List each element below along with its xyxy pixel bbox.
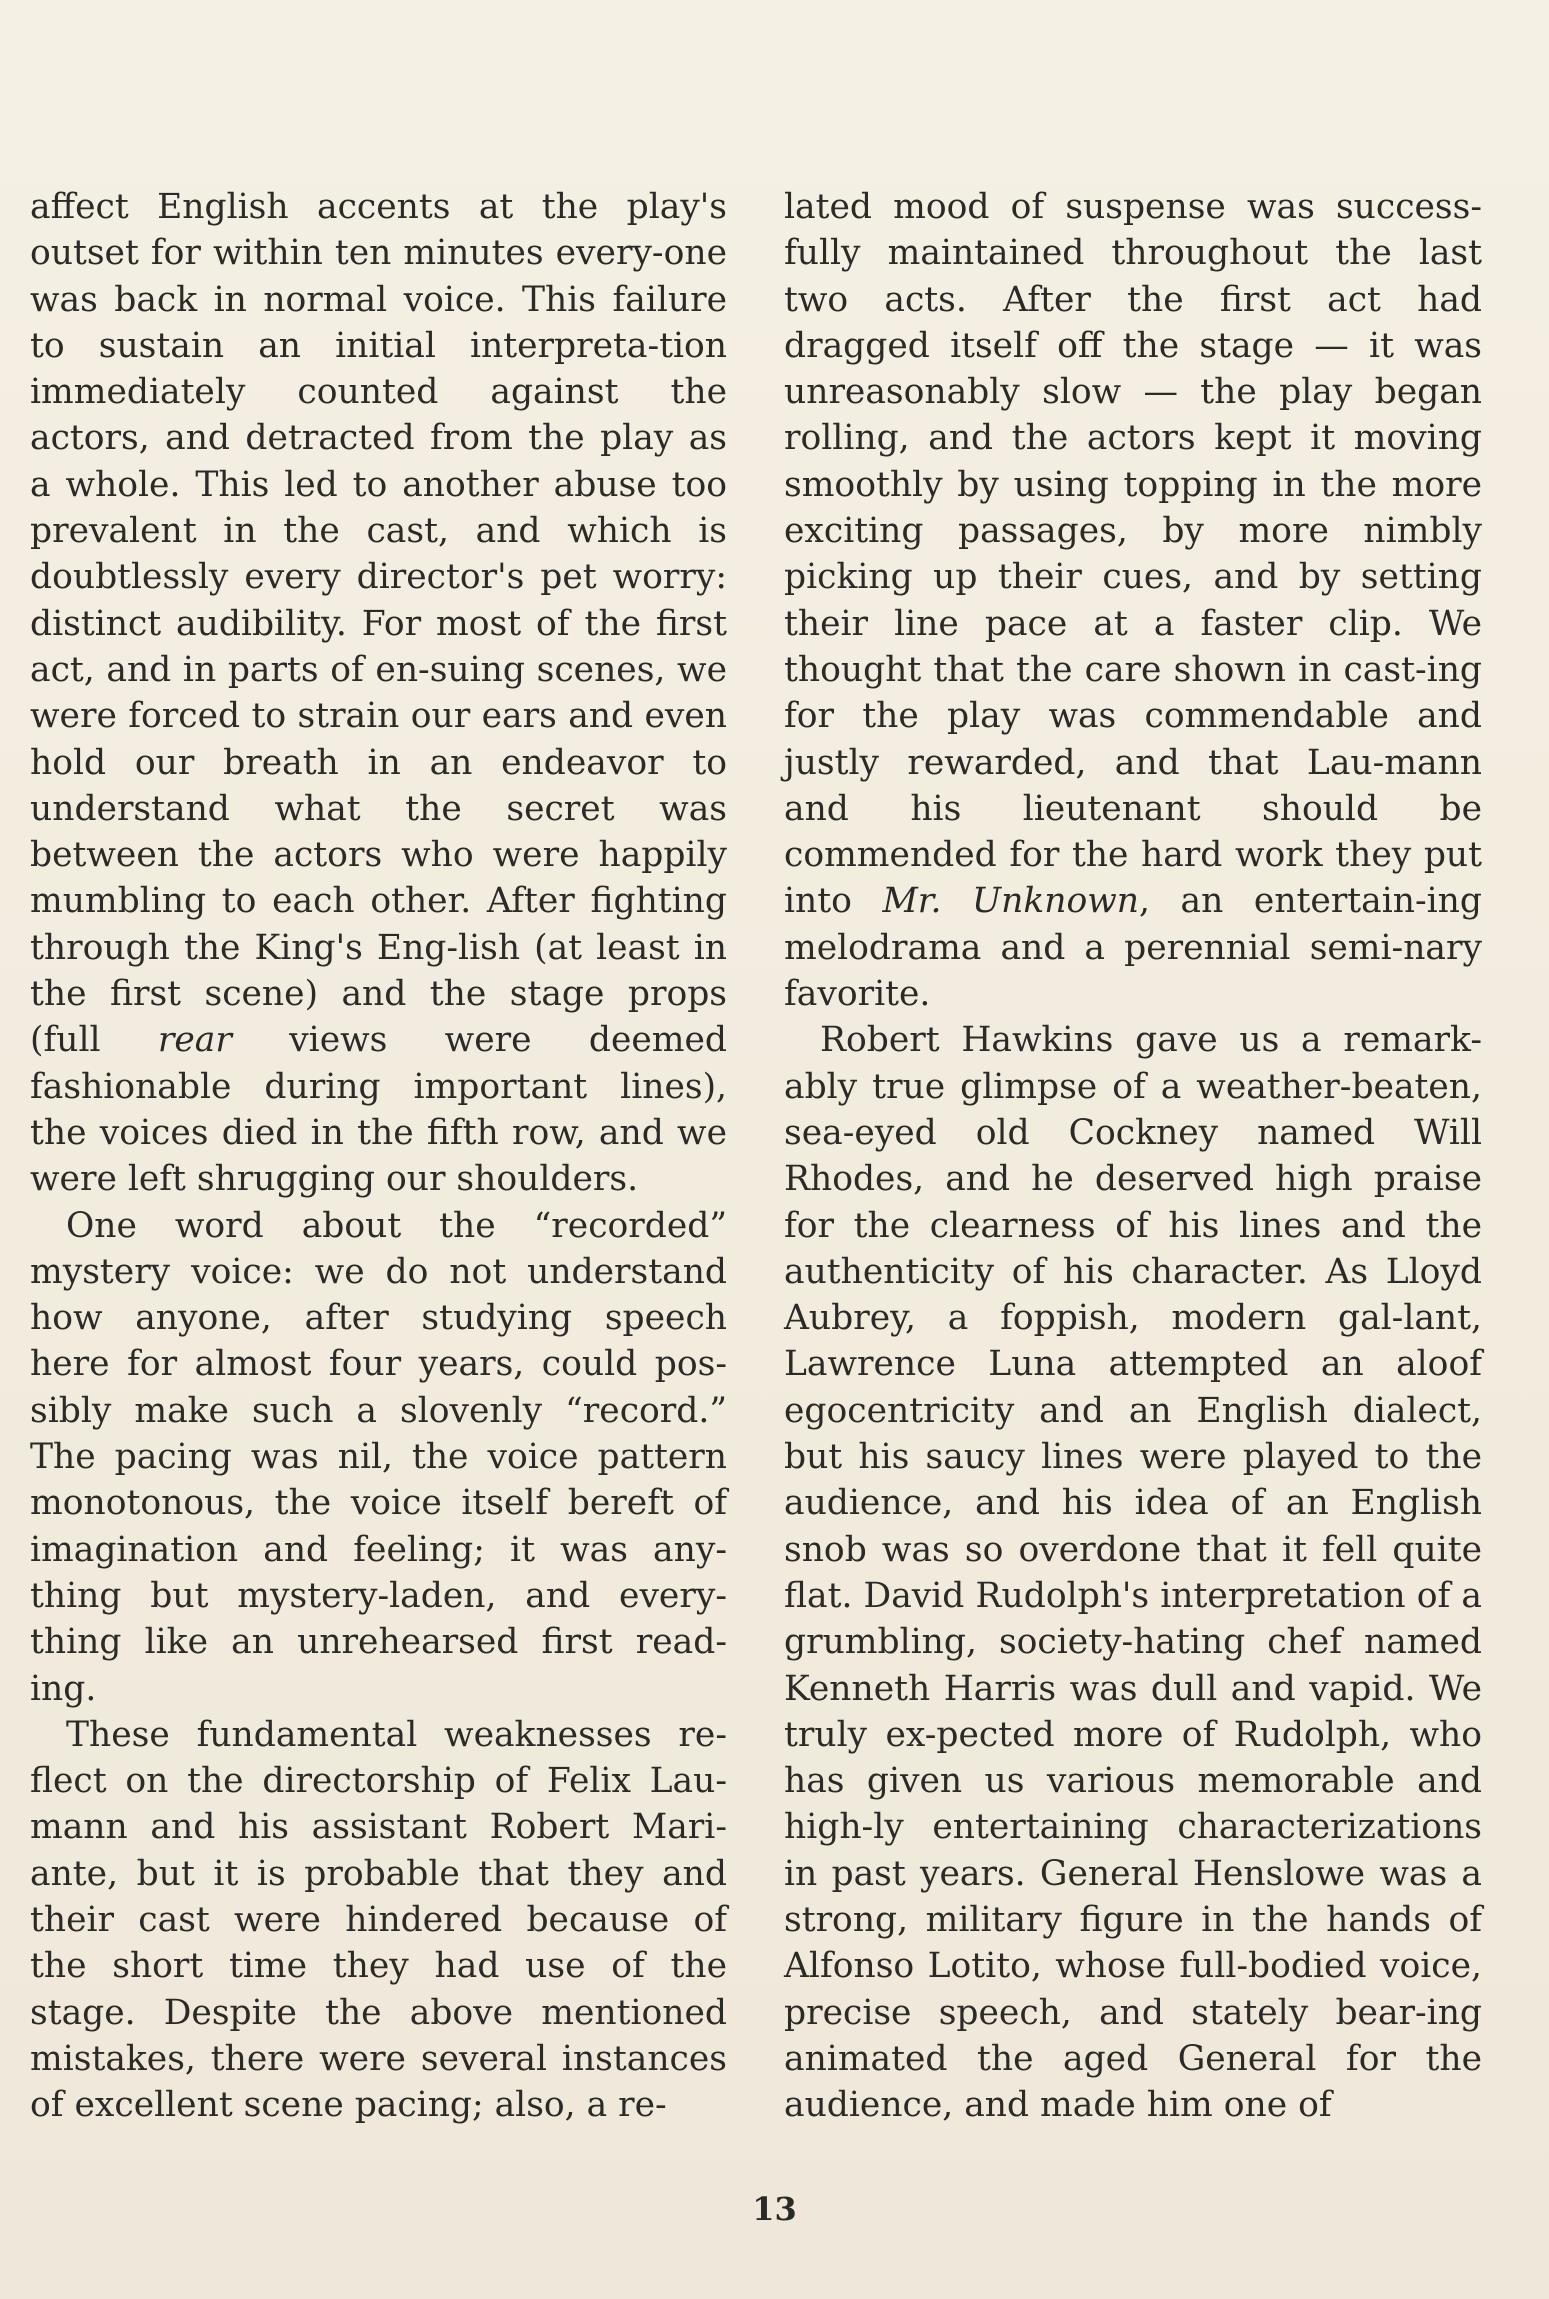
- right-column: [784, 184, 1482, 2128]
- left-column: [30, 184, 727, 2128]
- text-segment: These fundamental weaknesses re-flect on the directorship of Felix Lau-mann and his assistant Robert Mari-ante, but it is probable that they and their cast were hindered because of the short time they had use of the stage. Despite the above mentioned mistakes, there were several instances of excellent scene pacing; also, a re-: [30, 1714, 727, 2126]
- paragraph: [30, 1712, 727, 2129]
- paragraph: [30, 1203, 727, 1712]
- paragraph: [784, 1017, 1482, 2128]
- text-segment: affect English accents at the play's outset for within ten minutes every-one was back in normal voice. This failure to sustain an initial interpreta-tion immediately counted against the actors, and detracted from the play as a whole. This led to another abuse too prevalent in the cast, and which is doubtlessly every director's pet worry: distinct audibility. For most of the first act, and in parts of en-suing scenes, we were forced to strain our ears and even hold our breath in an endeavor to understand what the secret was between the actors who were happily mumbling to each other. After fighting through the King's Eng-lish (at least in the first scene) and the stage props (full: [30, 187, 727, 1061]
- paragraph: [784, 184, 1482, 1017]
- text-segment: One word about the “recorded” mystery voice: we do not understand how anyone, after studying speech here for almost four years, could pos-sibly make such a slovenly “record.” The pacing was nil, the voice pattern monotonous, the voice itself bereft of imagination and feeling; it was any-thing but mystery-laden, and every-thing like an unrehearsed first read-ing.: [30, 1205, 727, 1709]
- text-segment: Robert Hawkins gave us a remark-ably true glimpse of a weather-beaten, sea-eyed old Cockney named Will Rhodes, and he deserved high praise for the clearness of his lines and the authenticity of his character. As Lloyd Aubrey, a foppish, modern gal-lant, Lawrence Luna attempted an aloof egocentricity and an English dialect, but his saucy lines were played to the audience, and his idea of an English snob was so overdone that it fell quite flat. David Rudolph's interpretation of a grumbling, society-hating chef named Kenneth Harris was dull and vapid. We truly ex-pected more of Rudolph, who has given us various memorable and high-ly entertaining characterizations in past years. General Henslowe was a strong, military figure in the hands of Alfonso Lotito, whose full-bodied voice, precise speech, and stately bear-ing animated the aged General for the audience, and made him one of: [784, 1020, 1482, 2126]
- page-number: 13: [752, 2190, 797, 2228]
- text-segment: , an entertain-ing melodrama and a perennial semi-nary favorite.: [784, 881, 1482, 1015]
- text-segment: views were deemed fashionable during important lines), the voices died in the fifth row, and we were left shrugging our shoulders.: [30, 1020, 728, 1200]
- paragraph: [30, 184, 727, 1203]
- italic-text: rear: [157, 1020, 232, 1061]
- italic-text: Mr. Unknown: [882, 881, 1139, 922]
- text-segment: lated mood of suspense was success-fully maintained throughout the last two acts. After the first act had dragged itself off the stage — it was unreasonably slow — the play began rolling, and the actors kept it moving smoothly by using topping in the more exciting passages, by more nimbly picking up their cues, and by setting their line pace at a faster clip. We thought that the care shown in cast-ing for the play was commendable and justly rewarded, and that Lau-mann and his lieutenant should be commended for the hard work they put into: [784, 187, 1482, 922]
